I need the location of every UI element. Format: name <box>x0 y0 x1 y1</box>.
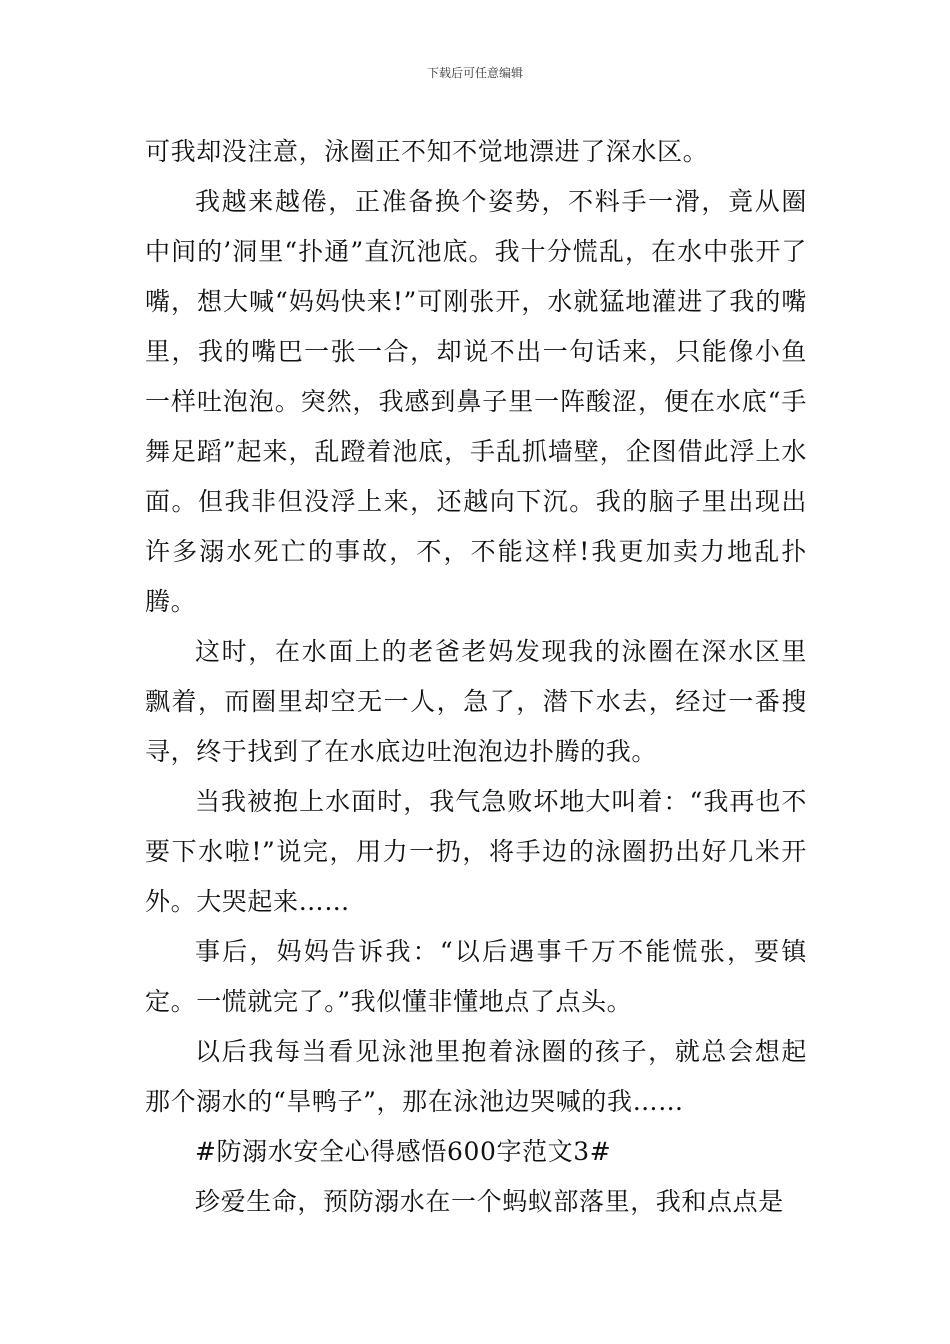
paragraph: 珍爱生命，预防溺水在一个蚂蚁部落里，我和点点是 <box>195 1187 784 1216</box>
paragraph: 事后，妈妈告诉我：“以后遇事千万不能慌张，要镇定。一慌就完了。”我似懂非懂地点了点头。 <box>145 937 807 1016</box>
paragraph: 我越来越倦，正准备换个姿势，不料手一滑，竟从圈中间的’洞里“扑通”直沉池底。我十分慌乱，在水中张开了嘴，想大喊“妈妈快来!”可刚张开，水就猛地灌进了我的嘴里，我的嘴巴一张一合，却说不出一句话来，只能像小鱼一样吐泡泡。突然，我感到鼻子里一阵酸涩，便在水底“手舞足蹈”起来，乱蹬着池底，手乱抓墙壁，企图借此浮上水面。但我非但没浮上来，还越向下沉。我的脑子里出现出许多溺水死亡的事故，不，不能这样!我更加卖力地乱扑腾。 <box>145 187 807 616</box>
page-header: 下载后可任意编辑 <box>426 66 523 80</box>
paragraph: 可我却没注意，泳圈正不知不觉地漂进了深水区。 <box>145 137 709 166</box>
paragraph: 当我被抱上水面时，我气急败坏地大叫着：“我再也不要下水啦!”说完，用力一扔，将手边的泳圈扔出好几米开外。大哭起来…… <box>145 787 807 916</box>
paragraph: 这时，在水面上的老爸老妈发现我的泳圈在深水区里飘着，而圈里却空无一人，急了，潜下水去，经过一番搜寻，终于找到了在水底边吐泡泡边扑腾的我。 <box>145 637 807 766</box>
document-body <box>145 127 807 1227</box>
paragraph: 以后我每当看见泳池里抱着泳圈的孩子，就总会想起那个溺水的“旱鸭子”，那在泳池边哭喊的我…… <box>145 1037 807 1116</box>
section-heading: #防溺水安全心得感悟600字范文3# <box>195 1137 612 1166</box>
